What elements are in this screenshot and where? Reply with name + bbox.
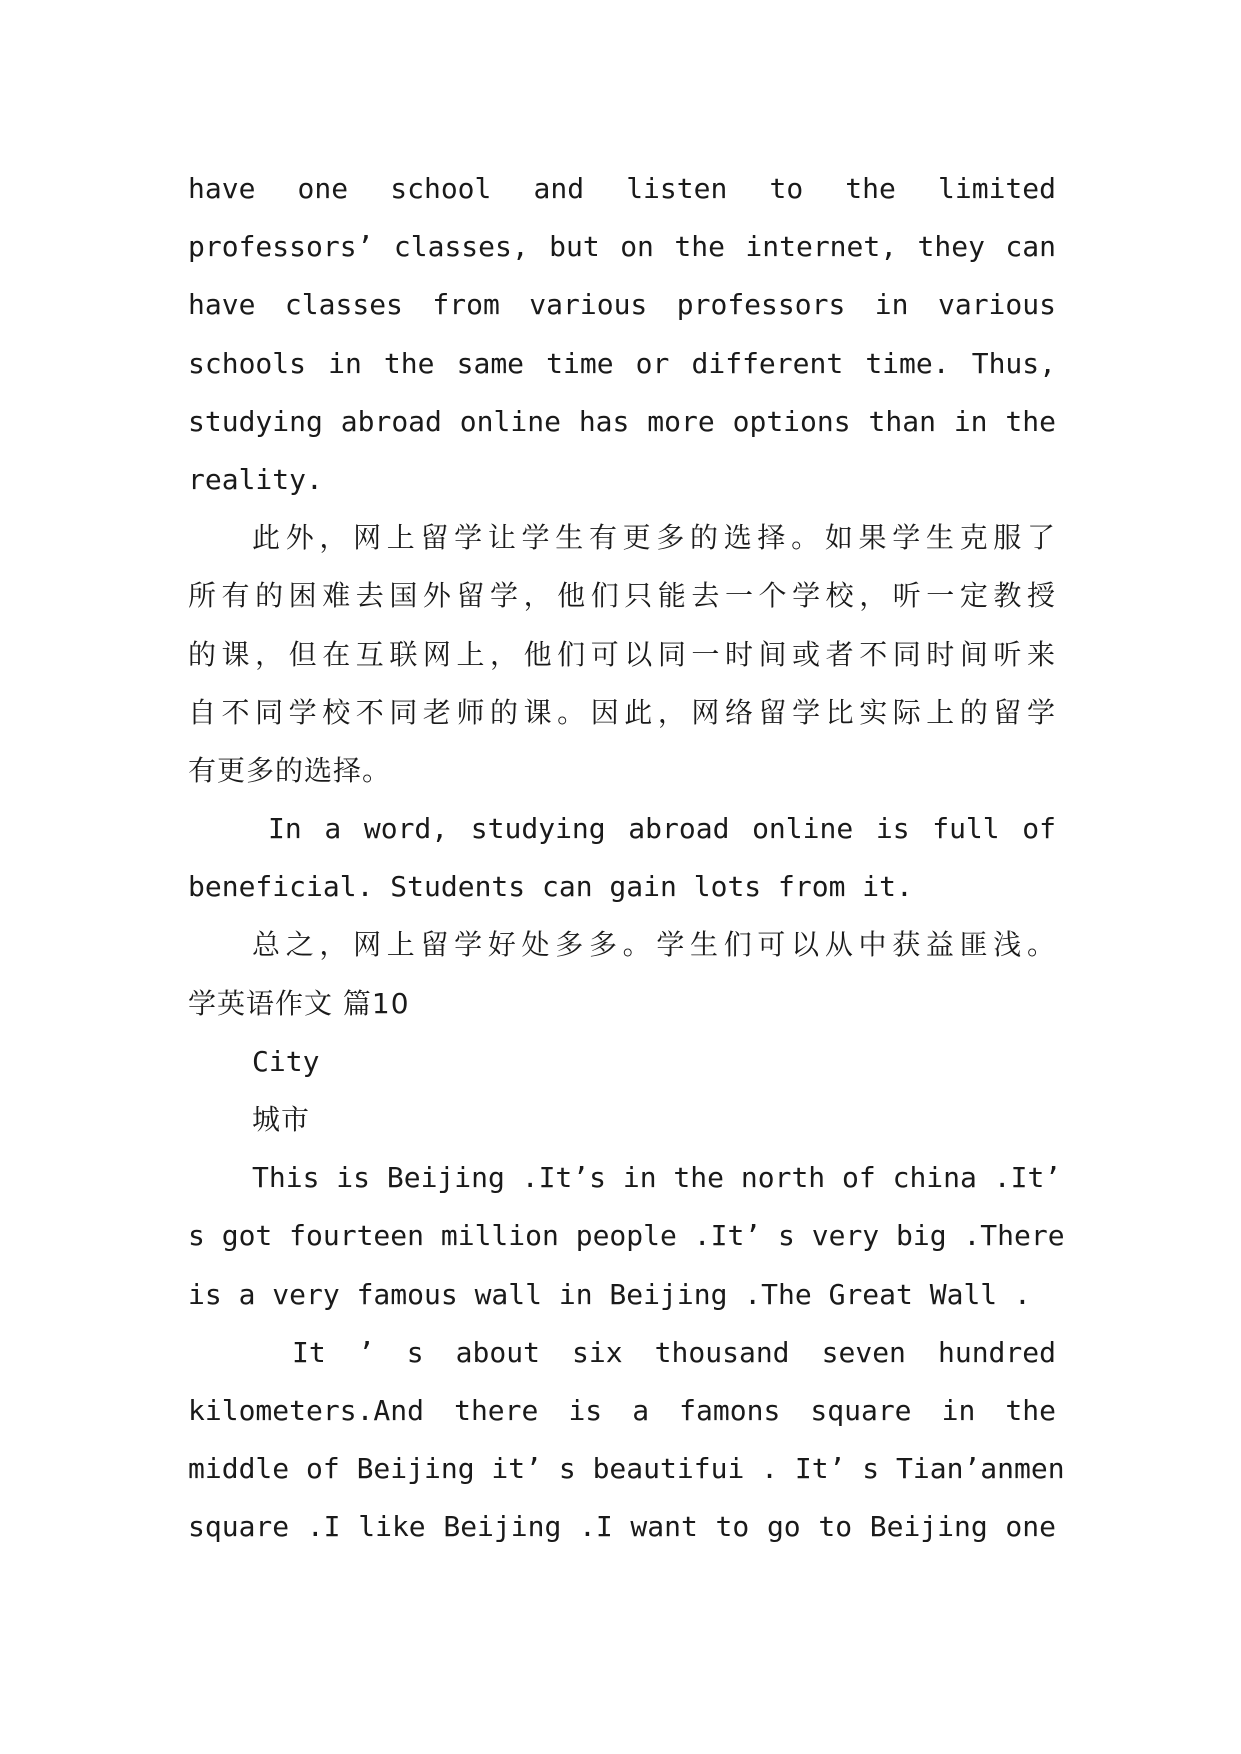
text-line: studying abroad online has more options than in the: [188, 404, 1056, 438]
essay-title: City: [252, 1044, 320, 1078]
text-line: 此外，网上留学让学生有更多的选择。如果学生克服了: [252, 521, 1056, 555]
text-line: have one school and listen to the limited: [188, 172, 1056, 205]
text-line: In a word, studying abroad online is full of: [268, 812, 1056, 846]
text-line: kilometers.And there is a famons square in the: [188, 1393, 1056, 1427]
text-line: square .I like Beijing .I want to go to Beijing one: [188, 1510, 1056, 1544]
essay-title-translation: 城市: [252, 1103, 311, 1136]
text-line: beneficial. Students can gain lots from it.: [188, 870, 913, 904]
text-line: It ’ s about six thousand seven hundred: [292, 1335, 1056, 1369]
document-page: [188, 160, 1065, 1557]
text-line: s got fourteen million people .It’ s very big .There: [188, 1219, 1065, 1253]
text-line: reality.: [188, 462, 323, 496]
section-heading: 学英语作文 篇10: [188, 986, 410, 1020]
text-line: 总之，网上留学好处多多。学生们可以从中获益匪浅。: [252, 928, 1056, 962]
text-line: 有更多的选择。: [188, 753, 392, 787]
text-line: have classes from various professors in various: [188, 288, 1056, 322]
text-line: 所有的困难去国外留学，他们只能去一个学校，听一定教授: [188, 579, 1056, 613]
text-line: 自不同学校不同老师的课。因此，网络留学比实际上的留学: [188, 695, 1056, 729]
text-line: This is Beijing .It’s in the north of china .It’: [252, 1161, 1062, 1195]
text-line: 的课，但在互联网上，他们可以同一时间或者不同时间听来: [188, 637, 1056, 671]
text-line: schools in the same time or different time. Thus,: [188, 346, 1056, 380]
text-line: professors’ classes, but on the internet, they can: [188, 230, 1056, 264]
text-line: middle of Beijing it’ s beautifui . It’ s Tian’anmen: [188, 1452, 1065, 1486]
text-line: is a very famous wall in Beijing .The Great Wall .: [188, 1277, 1031, 1311]
